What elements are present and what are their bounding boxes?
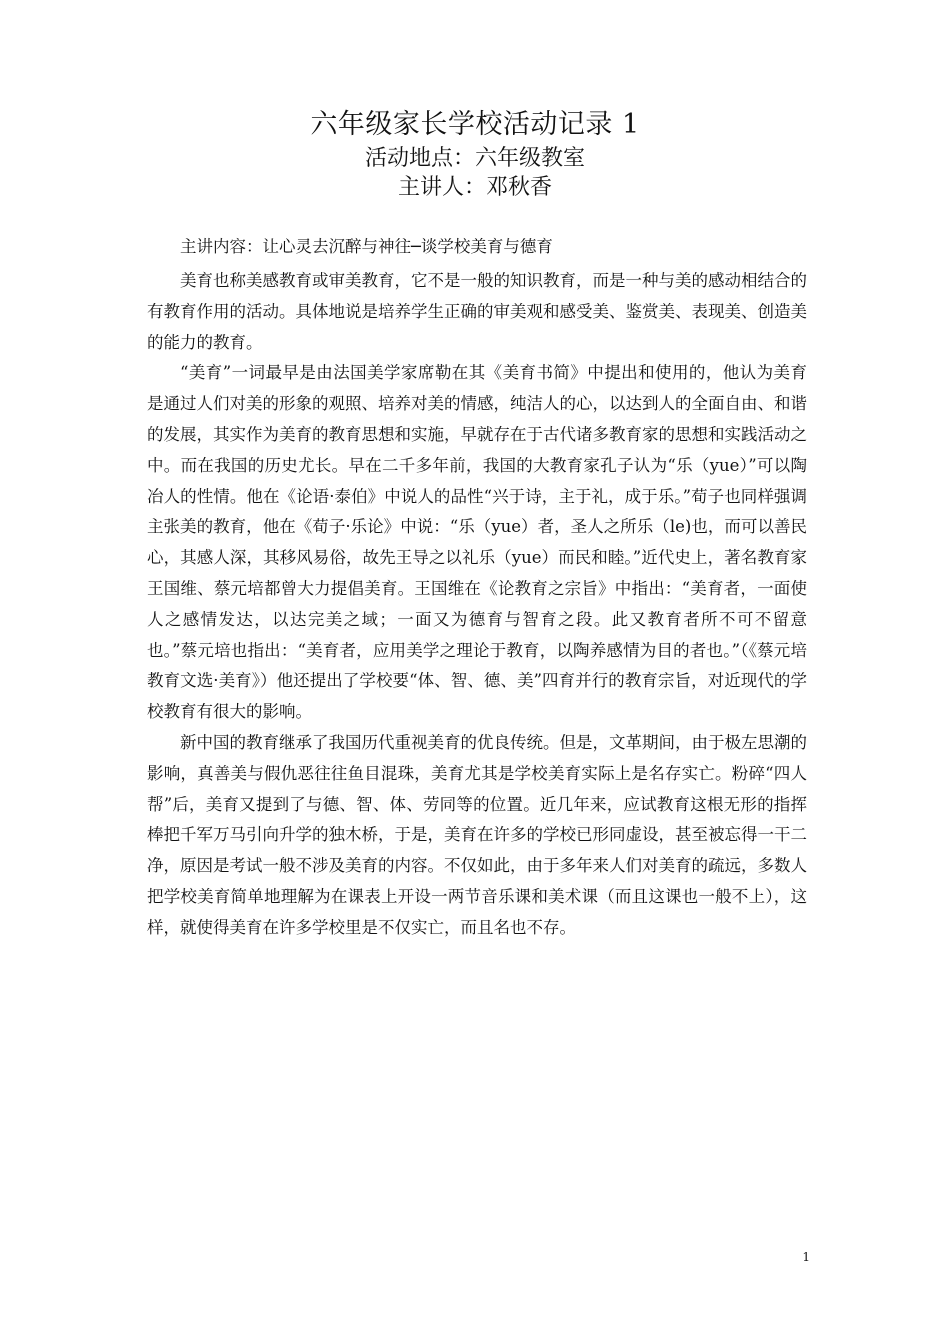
- speaker: 主讲人：邓秋香: [397, 175, 552, 200]
- document-title: 六年级家长学校活动记录 1: [310, 109, 640, 140]
- paragraph-1: 美育也称美感教育或审美教育，它不是一般的知识教育，而是一种与美的感动相结合的有教育作用的活动。具体地说是培养学生正确的审美观和感受美、鉴赏美、表现美、创造美的能力的教育。: [147, 271, 807, 352]
- page-number: 1: [802, 1250, 810, 1264]
- activity-location: 活动地点：六年级教室: [364, 146, 585, 171]
- document-body: [147, 236, 807, 944]
- paragraph-3: 新中国的教育继承了我国历代重视美育的优良传统。但是，文革期间，由于极左思潮的影响，真善美与假仇恶往往鱼目混珠，美育尤其是学校美育实际上是名存实亡。粉碎“四人帮”后，美育又提到了与德、智、体、劳同等的位置。近几年来，应试教育这根无形的指挥棒把千军万马引向升学的独木桥，于是，美育在许多的学校已形同虚设，甚至被忘得一干二净，原因是考试一般不涉及美育的内容。不仅如此，由于多年来人们对美育的疏远，多数人把学校美育简单地理解为在课表上开设一两节音乐课和美术课（而且这课也一般不上），这样，就使得美育在许多学校里是不仅实亡，而且名也不存。: [147, 732, 807, 937]
- title-block: [0, 106, 950, 202]
- paragraph-2: “美育”一词最早是由法国美学家席勒在其《美育书简》中提出和使用的，他认为美育是通过人们对美的形象的观照、培养对美的情感，纯洁人的心，以达到人的全面自由、和谐的发展，其实作为美育的教育思想和实施，早就存在于古代诸多教育家的思想和实践活动之中。而在我国的历史尤长。早在二千多年前，我国的大教育家孔子认为“乐（yue）”可以陶冶人的性情。他在《论语·泰伯》中说人的品性“兴于诗，主于礼，成于乐。”荀子也同样强调主张美的教育，他在《荀子·乐论》中说：“乐（yue）者，圣人之所乐（le)也，而可以善民心，其感人深，其移风易俗，故先王导之以礼乐（yue）而民和睦。”近代史上，著名教育家王国维、蔡元培都曾大力提倡美育。王国维在《论教育之宗旨》中指出：“美育者，一面使人之感情发达，以达完美之域；一面又为德育与智育之段。此又教育者所不可不留意也。”蔡元培也指出：“美育者，应用美学之理论于教育，以陶养感情为目的者也。”（《蔡元培教育文选·美育》）他还提出了学校要“体、智、德、美”四育并行的教育宗旨，对近现代的学校教育有很大的影响。: [147, 363, 807, 722]
- lecture-topic: 主讲内容：让心灵去沉醉与神往─谈学校美育与德育: [180, 237, 553, 256]
